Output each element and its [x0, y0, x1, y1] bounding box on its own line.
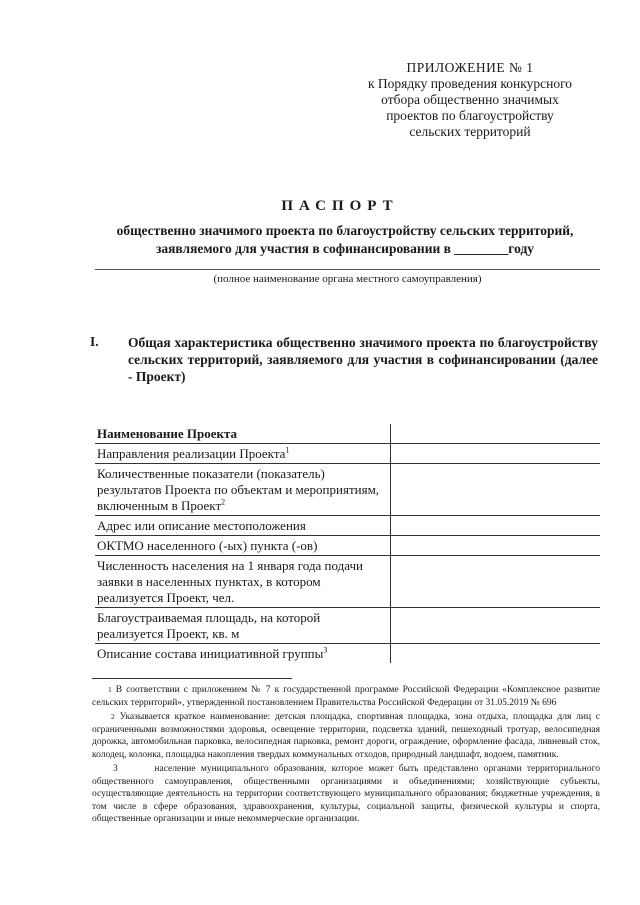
footnote [92, 684, 600, 709]
footnote-ref: 2 [221, 497, 226, 507]
label-cell [95, 464, 391, 516]
row-label: Описание состава инициативной группы [97, 646, 324, 661]
value-cell [391, 556, 601, 608]
passport-table [95, 424, 600, 663]
appendix-header [340, 60, 600, 140]
appendix-line: отбора общественно значимых [381, 92, 559, 107]
row-label: Благоустраиваемая площадь, на которой реализуется Проект, кв. м [97, 610, 321, 641]
footnote [92, 711, 600, 761]
footnotes [92, 684, 600, 828]
table-row [95, 516, 600, 536]
label-cell [95, 536, 391, 556]
section-number: I. [90, 334, 99, 349]
row-label: Численность населения на 1 января года подачи заявки в населенных пунктах, в котором реализуется Проект, чел. [97, 558, 363, 605]
value-cell [391, 444, 601, 464]
table-row [95, 424, 600, 444]
table-row [95, 556, 600, 608]
document-subtitle [70, 222, 620, 258]
footnote-separator [92, 678, 292, 679]
value-cell [391, 424, 601, 444]
table-row [95, 644, 600, 664]
footnote-mark: 1 [107, 685, 112, 694]
footnote-text: В соответствии с приложением № 7 к государственной программе Российской Федерации «Комплексное развитие сельских территорий», утвержденной постановлением Правительства Российской Федерации от 31.05.2019 № 696 [92, 685, 601, 708]
appendix-line: проектов по благоустройству [386, 108, 554, 123]
footnote-mark: 2 [111, 712, 115, 721]
footnote-text: Указывается краткое наименование: детская площадка, спортивная площадка, зона отдыха, площадка для лиц с ограниченными возможностями здоровья, освещение территории, подсветка зданий, пешеходный тротуар, велосипедная дорожка, автомобильная парковка, велосипедная парковка, ремонт дороги, ограждение, оформление фасада, ливневый сток, колодец, колонка, площадка накопления твердых коммунальных отходов, природный ландшафт, водоем, памятник. [92, 712, 601, 760]
appendix-title: ПРИЛОЖЕНИЕ № 1 [406, 60, 534, 75]
row-label: ОКТМО населенного (-ых) пункта (-ов) [97, 538, 318, 553]
table-row [95, 536, 600, 556]
label-cell [95, 644, 391, 664]
value-cell [391, 464, 601, 516]
appendix-line: сельских территорий [409, 124, 531, 139]
org-name-line [95, 269, 600, 270]
footnote-ref: 3 [323, 645, 328, 655]
footnote-ref: 1 [285, 445, 290, 455]
value-cell [391, 644, 601, 664]
table-row [95, 608, 600, 644]
footnote [92, 763, 600, 826]
subtitle-line: общественно значимого проекта по благоустройству сельских территорий, [116, 223, 574, 238]
footnote-text: население муниципального образования, которое может быть представлено органами территориального общественного самоуправления, общественными организациями и объединениями; хозяйствующие субъекты, осуществляющие деятельность на территории соответствующего муниципального образования; бюджетные учреждения, в том числе в сфере образования, здравоохранения, культуры, социальной защиты, физической культуры и спорта, общественные организации и иные некоммерческие организации. [92, 764, 601, 824]
label-cell [95, 608, 391, 644]
label-cell [95, 556, 391, 608]
subtitle-line: заявляемого для участия в софинансировании в ________году [155, 241, 535, 256]
row-label: Адрес или описание местоположения [97, 518, 306, 533]
table-header-cell: Наименование Проекта [95, 424, 391, 444]
label-cell [95, 444, 391, 464]
value-cell [391, 536, 601, 556]
org-name-caption: (полное наименование органа местного самоуправления) [213, 273, 482, 285]
row-label: Направления реализации Проекта [97, 446, 286, 461]
document-title: ПАСПОРТ [281, 198, 399, 214]
appendix-line: к Порядку проведения конкурсного [367, 76, 573, 91]
label-cell [95, 516, 391, 536]
row-label: Количественные показатели (показатель) результатов Проекта по объектам и мероприятиям, включенным в Проект [97, 466, 380, 513]
table-row [95, 464, 600, 516]
value-cell [391, 608, 601, 644]
value-cell [391, 516, 601, 536]
footnote-mark: 3 [112, 764, 118, 774]
section-title: Общая характеристика общественно значимого проекта по благоустройству сельских территорий, заявляемого для участия в софинансировании (далее - Проект) [128, 335, 598, 384]
table-row [95, 444, 600, 464]
